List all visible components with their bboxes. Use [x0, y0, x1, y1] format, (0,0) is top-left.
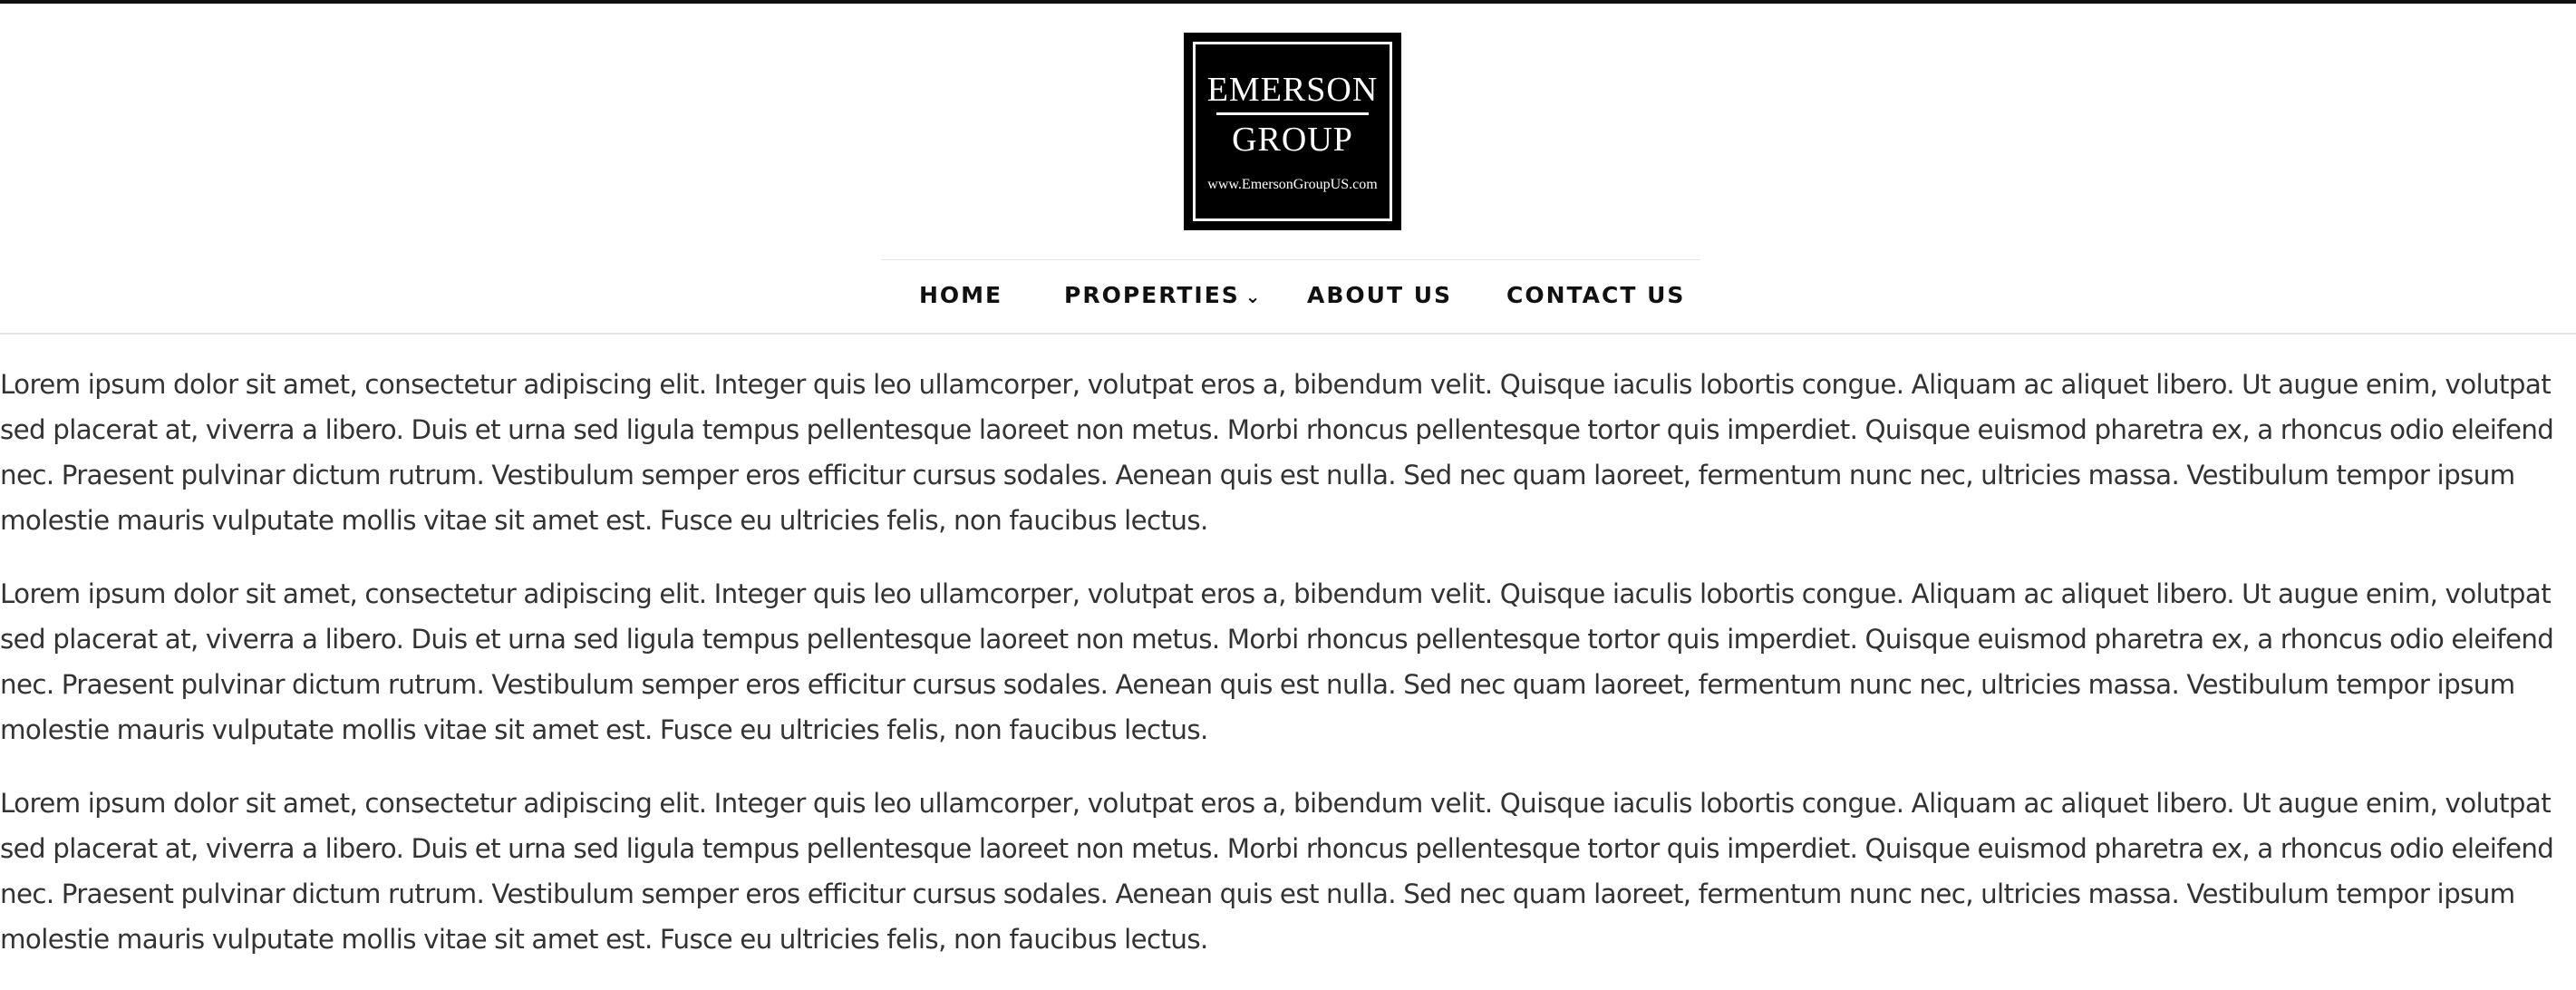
body-paragraph: Lorem ipsum dolor sit amet, consectetur adipiscing elit. Integer quis leo ullamcorper, volutpat eros a, bibendum velit. Quisque iaculis lobortis congue. Aliquam ac aliquet libero. Ut augue enim, volutpat sed placerat at, viverra a libero. Duis et urna sed ligula tempus pellentesque laoreet non metus. Morbi rhoncus pellentesque tortor quis imperdiet. Quisque euismod pharetra ex, a rhoncus odio eleifend nec. Praesent pulvinar dictum rutrum. Vestibulum semper eros efficitur cursus sodales. Aenean quis est nulla. Sed nec quam laoreet, fermentum nunc nec, ultricies massa. Vestibulum tempor ipsum molestie mauris vulputate mollis vitae sit amet est. Fusce eu ultricies felis, non faucibus lectus.: [0, 369, 2554, 536]
nav-top-divider: [881, 259, 1700, 260]
header-divider: [0, 333, 2576, 335]
main-nav: [0, 277, 2576, 314]
logo-frame: [1193, 42, 1392, 221]
chevron-down-icon: ⌄: [1244, 286, 1263, 307]
nav-item-contact-us[interactable]: CONTACT US: [1506, 282, 1686, 308]
logo-url: www.EmersonGroupUS.com: [1207, 176, 1378, 192]
nav-item-home[interactable]: HOME: [919, 282, 1003, 308]
logo[interactable]: [1184, 33, 1401, 230]
logo-divider: [1216, 112, 1369, 115]
body-paragraph: Lorem ipsum dolor sit amet, consectetur adipiscing elit. Integer quis leo ullamcorper, volutpat eros a, bibendum velit. Quisque iaculis lobortis congue. Aliquam ac aliquet libero. Ut augue enim, volutpat sed placerat at, viverra a libero. Duis et urna sed ligula tempus pellentesque laoreet non metus. Morbi rhoncus pellentesque tortor quis imperdiet. Quisque euismod pharetra ex, a rhoncus odio eleifend nec. Praesent pulvinar dictum rutrum. Vestibulum semper eros efficitur cursus sodales. Aenean quis est nulla. Sed nec quam laoreet, fermentum nunc nec, ultricies massa. Vestibulum tempor ipsum molestie mauris vulputate mollis vitae sit amet est. Fusce eu ultricies felis, non faucibus lectus.: [0, 788, 2554, 955]
nav-item-properties[interactable]: [1064, 277, 1263, 315]
top-border: [0, 0, 2576, 4]
logo-text-group: GROUP: [1232, 120, 1353, 159]
body-paragraph: Lorem ipsum dolor sit amet, consectetur adipiscing elit. Integer quis leo ullamcorper, volutpat eros a, bibendum velit. Quisque iaculis lobortis congue. Aliquam ac aliquet libero. Ut augue enim, volutpat sed placerat at, viverra a libero. Duis et urna sed ligula tempus pellentesque laoreet non metus. Morbi rhoncus pellentesque tortor quis imperdiet. Quisque euismod pharetra ex, a rhoncus odio eleifend nec. Praesent pulvinar dictum rutrum. Vestibulum semper eros efficitur cursus sodales. Aenean quis est nulla. Sed nec quam laoreet, fermentum nunc nec, ultricies massa. Vestibulum tempor ipsum molestie mauris vulputate mollis vitae sit amet est. Fusce eu ultricies felis, non faucibus lectus.: [0, 578, 2554, 745]
nav-item-properties-label: PROPERTIES: [1064, 282, 1240, 308]
logo-text-emerson: EMERSON: [1206, 70, 1379, 109]
nav-item-about-us[interactable]: ABOUT US: [1307, 282, 1453, 308]
main-content: [0, 362, 2576, 990]
